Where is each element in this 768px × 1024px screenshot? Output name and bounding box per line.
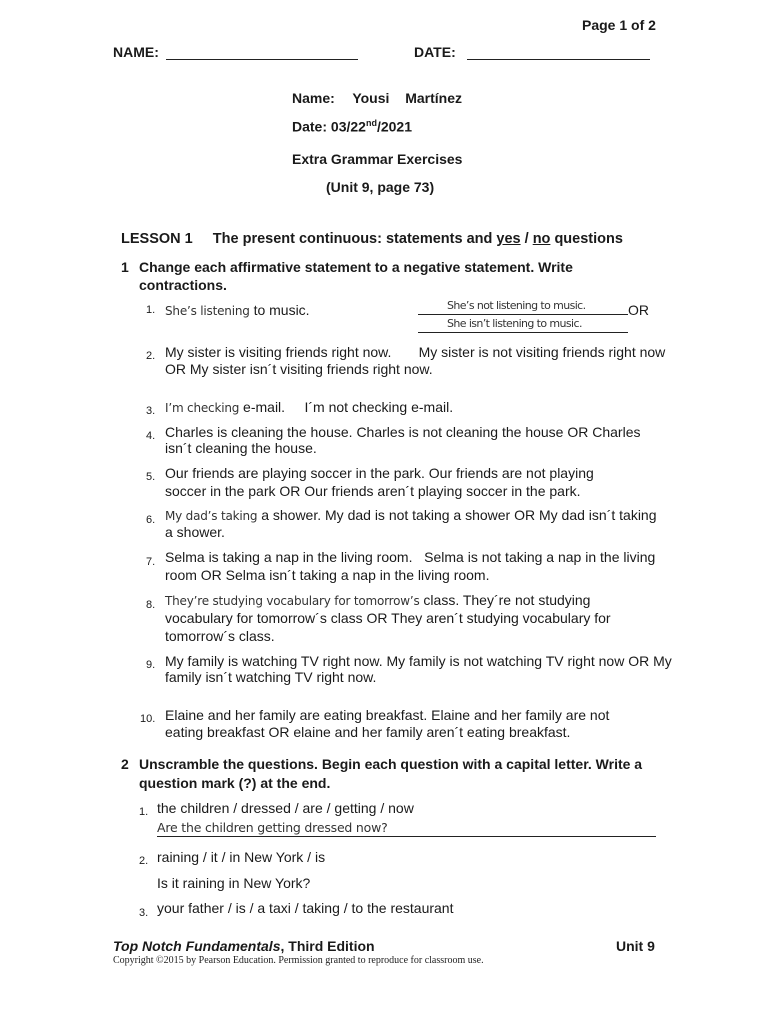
footer-book-title: Top Notch Fundamentals [113,938,281,954]
ex1-item8-line3: tomorrow´s class. [165,628,275,644]
ex1-item1-print: to music. [253,302,310,318]
ex1-item8-number: 8. [146,599,156,611]
ex1-item9-line2: family isn´t watching TV right now. [165,669,377,685]
ex1-item5-line2: soccer in the park OR Our friends aren´t playing soccer in the park. [165,483,581,499]
lesson-title-prefix: The present continuous: statements and [212,231,493,247]
exercise2-instruction-2: question mark (?) at the end. [139,775,331,791]
exercise1-number: 1 [121,259,129,275]
worksheet-subtitle: (Unit 9, page 73) [326,179,435,195]
ex2-item2-answer: Is it raining in New York? [157,875,311,891]
ex1-item9-line1: My family is watching TV right now. My family is not watching TV right now OR My [165,653,672,669]
ex1-item4-line1: Charles is cleaning the house. Charles is not cleaning the house OR Charles [165,424,641,440]
student-last-name: Martínez [405,90,462,106]
ex1-item2-number: 2. [146,350,156,362]
student-date-prefix: 03/22 [330,118,366,135]
ex1-item8-print: class. They´re not studying [423,592,591,608]
date-blank-line [467,59,650,60]
footer-copyright: Copyright ©2015 by Pearson Education. Permission granted to reproduce for classroom use. [113,955,484,966]
ex1-item1-number: 1. [146,304,156,316]
ex1-item5-number: 5. [146,471,156,483]
worksheet-title: Extra Grammar Exercises [292,151,463,167]
ex1-item2-line1: My sister is visiting friends right now. My sister is not visiting friends right now [165,344,666,360]
ex2-item3-prompt: your father / is / a taxi / taking / to the restaurant [157,900,454,916]
exercise1-instruction-1: Change each affirmative statement to a negative statement. Write [139,259,573,275]
ex1-item6-number: 6. [146,514,156,526]
ex1-item8-line2: vocabulary for tomorrow´s class OR They aren´t studying vocabulary for [165,610,611,626]
ex1-item2-line2: OR My sister isn´t visiting friends right now. [165,361,433,377]
ex1-item1-answer1: She’s not listening to music. [447,299,586,312]
page-number: Page 1 of 2 [582,17,656,33]
ex1-item7-number: 7. [146,556,156,568]
ex1-item5-line1: Our friends are playing soccer in the park. Our friends are not playing [165,465,594,481]
student-date-label: Date: [292,118,328,135]
footer-unit: Unit 9 [616,938,655,954]
ex1-item7-line2: room OR Selma isn´t taking a nap in the living room. [165,567,490,583]
ex2-item1-prompt: the children / dressed / are / getting / now [157,800,414,816]
ex1-item4-line2: isn´t cleaning the house. [165,440,317,456]
ex2-item2-prompt: raining / it / in New York / is [157,849,326,865]
lesson-slash: / [524,231,529,247]
ex1-item1-or: OR [628,302,649,318]
student-date-sup: nd [365,118,377,128]
footer-book [113,938,375,954]
student-date-suffix: /2021 [376,118,412,135]
ex1-item10-line2: eating breakfast OR elaine and her family aren´t eating breakfast. [165,724,571,740]
ex1-item1-answer2-line [418,332,628,333]
ex1-item10-line1: Elaine and her family are eating breakfast. Elaine and her family are not [165,707,610,723]
footer-edition: , Third Edition [280,938,375,954]
ex1-item7-line1: Selma is taking a nap in the living room. Selma is not taking a nap in the living [165,549,656,565]
ex1-item6-line2: a shower. [165,524,225,540]
ex1-item3-print: e-mail. I´m not checking e-mail. [243,399,454,415]
ex1-item6-print: a shower. My dad is not taking a shower OR My dad isn´t taking [261,507,657,523]
ex1-item3-hand: I’m checking [165,401,240,415]
ex1-item1-sentence [165,302,310,320]
lesson-label: LESSON 1 [121,231,193,247]
ex2-item1-number: 1. [139,806,149,818]
ex2-item3-number: 3. [139,907,149,919]
ex1-item9-number: 9. [146,659,156,671]
ex1-item6-hand: My dad’s taking [165,509,258,523]
exercise2-number: 2 [121,756,129,772]
ex1-item1-answer1-line [418,314,628,315]
lesson-no: no [532,231,551,247]
name-blank-line [166,59,358,60]
ex1-item1-hand: She’s listening [165,304,250,318]
lesson-yes: yes [496,231,521,247]
ex1-item3-number: 3. [146,405,156,417]
student-name-label: Name: [292,90,335,106]
exercise1-instruction-2: contractions. [139,277,227,293]
exercise2-instruction-1: Unscramble the questions. Begin each question with a capital letter. Write a [139,756,643,772]
ex1-item8-line1 [165,592,590,610]
ex1-item4-number: 4. [146,430,156,442]
student-name-line [292,90,462,106]
date-label: DATE: [414,44,456,60]
ex1-item8-hand: They’re studying vocabulary for tomorrow’s [165,594,420,608]
student-first-name: Yousi [352,90,390,106]
ex1-item1-answer2: She isn’t listening to music. [447,317,582,330]
ex2-item1-answer-line [157,836,656,837]
ex2-item1-answer: Are the children getting dressed now? [157,820,388,835]
name-label: NAME: [113,44,159,60]
ex1-item6-line1 [165,507,657,525]
ex2-item2-number: 2. [139,855,149,867]
student-date-line [292,118,412,135]
lesson-questions: questions [554,231,623,247]
ex1-item3-line1 [165,399,453,417]
ex1-item10-number: 10. [140,713,156,725]
lesson-heading [121,231,623,247]
